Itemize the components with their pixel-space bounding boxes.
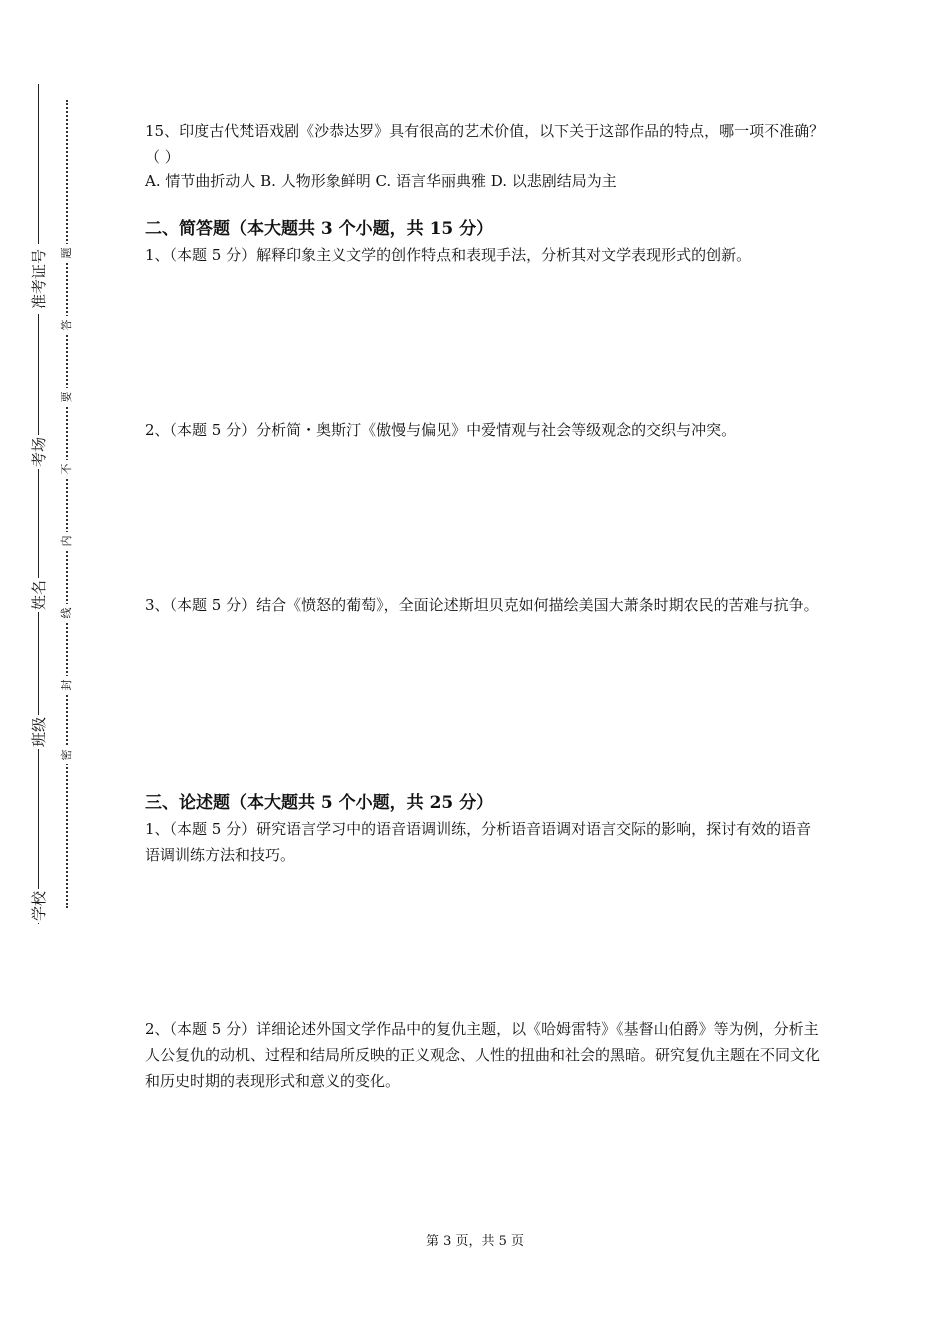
section-3-question-2: 2、（本题 5 分）详细论述外国文学作品中的复仇主题，以《哈姆雷特》《基督山伯爵》等为例，分析主人公复仇的动机、过程和结局所反映的正义观念、人性的扭曲和社会的黑暗。研究复仇主题在不同文化和历史时期的表现形式和意义的变化。 — [145, 1020, 821, 1090]
field-exam-id-label: 准考证号 — [22, 244, 56, 314]
binding-solid-line — [38, 84, 39, 924]
section-2-question-1: 1、（本题 5 分）解释印象主义文学的创作特点和表现手法，分析其对文学表现形式的创新。 — [145, 246, 752, 264]
seal-char-nei: 内 — [58, 532, 76, 550]
question-15-options: A. 情节曲折动人 B. 人物形象鲜明 C. 语言华丽典雅 D. 以悲剧结局为主 — [145, 172, 617, 190]
seal-dotted-line — [66, 100, 68, 908]
section-3-question-1: 1、（本题 5 分）研究语言学习中的语音语调训练，分析语音语调对语言交际的影响，探讨有效的语音语调训练方法和技巧。 — [145, 820, 812, 864]
question-15-stem: 15、印度古代梵语戏剧《沙恭达罗》具有很高的艺术价值，以下关于这部作品的特点，哪一项不准确？（ ） — [145, 122, 825, 166]
seal-char-feng: 封 — [58, 676, 76, 694]
section-2-question-3: 3、（本题 5 分）结合《愤怒的葡萄》，全面论述斯坦贝克如何描绘美国大萧条时期农民的苦难与抗争。 — [145, 596, 819, 614]
section-3-title: 三、论述题（本大题共 5 个小题，共 25 分） — [145, 793, 494, 813]
section-2-question-2: 2、（本题 5 分）分析简・奥斯汀《傲慢与偏见》中爱情观与社会等级观念的交织与冲突。 — [145, 421, 737, 439]
section-2-title: 二、简答题（本大题共 3 个小题，共 15 分） — [145, 219, 494, 239]
seal-char-xian: 线 — [58, 604, 76, 622]
page-footer: 第 3 页，共 5 页 — [425, 1234, 525, 1249]
binding-margin — [0, 0, 110, 1344]
field-class-label: 班级 — [22, 715, 56, 749]
field-school-label: 学校 — [22, 889, 56, 923]
seal-char-yao: 要 — [58, 388, 76, 406]
field-name-label: 姓名 — [22, 578, 56, 612]
seal-char-da: 答 — [58, 316, 76, 334]
seal-char-bu: 不 — [58, 460, 76, 478]
seal-char-ti: 题 — [58, 244, 76, 262]
seal-char-mi: 密 — [58, 746, 76, 764]
field-exam-room-label: 考场 — [22, 435, 56, 469]
